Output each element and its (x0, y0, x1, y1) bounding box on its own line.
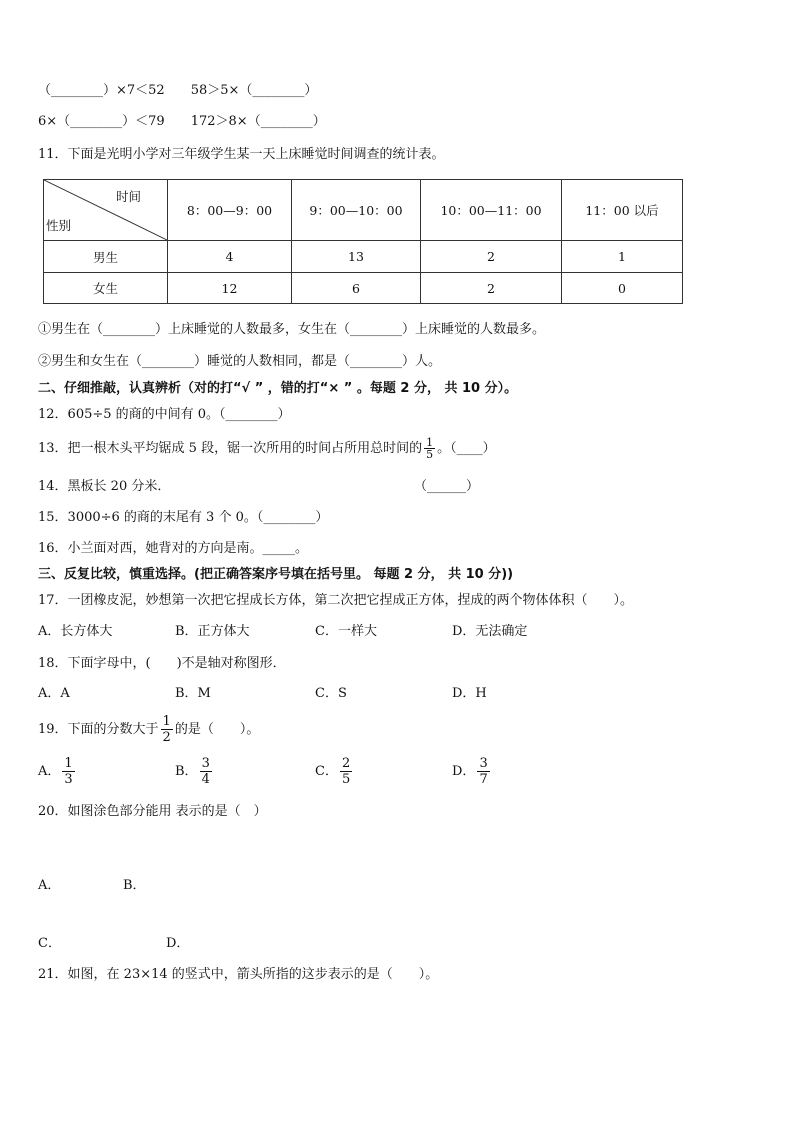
question-10-line-1 (38, 82, 317, 100)
option-label: C． (315, 764, 338, 779)
question-19 (38, 714, 259, 746)
table-cell: 0 (562, 273, 683, 304)
row-label: 女生 (44, 273, 168, 304)
fraction-one-half (161, 714, 173, 745)
q19-option-a (38, 755, 77, 789)
question-19-blank: 的是（ ）。 (174, 722, 260, 737)
option-label: D． (452, 764, 476, 779)
question-16: 16．小兰面对西，她背对的方向是南。_____。 (38, 541, 309, 556)
fraction-numerator: 1 (162, 714, 171, 729)
section-3-heading: 三、反复比较，慎重选择。(把正确答案序号填在括号里。 每题 2 分， 共 10 分)) (38, 567, 514, 582)
table-cell: 4 (168, 241, 292, 273)
bedtime-statistics-table (43, 179, 683, 304)
table-diagonal-header-cell (44, 180, 168, 241)
question-20: 20．如图涂色部分能用 表示的是（ ） (38, 804, 267, 819)
fraction-one-fifth (424, 437, 435, 460)
column-header: 9：00—10：00 (292, 180, 421, 241)
header-sex: 性别 (46, 218, 72, 233)
question-11: 11．下面是光明小学对三年级学生某一天上床睡觉时间调查的统计表。 (38, 147, 445, 162)
inequality-4: 172＞8×（________） (190, 114, 326, 129)
q18-option-d: D．H (452, 686, 487, 701)
fraction-denominator: 2 (162, 730, 171, 745)
fraction-numerator: 3 (201, 756, 210, 771)
fraction-denominator: 5 (341, 772, 351, 787)
question-14 (38, 478, 170, 496)
fraction-denominator: 7 (479, 772, 488, 787)
table-cell: 6 (292, 273, 421, 304)
question-10-line-2 (38, 113, 326, 131)
q19-option-c (315, 755, 354, 789)
question-15: 15．3000÷6 的商的末尾有 3 个 0。（________） (38, 510, 329, 525)
q17-option-b: B．正方体大 (175, 624, 250, 639)
table-cell: 12 (168, 273, 292, 304)
question-11-part-2: ②男生和女生在（________）睡觉的人数相同，都是（________）人。 (38, 354, 442, 369)
question-11-part-1: ①男生在（________）上床睡觉的人数最多，女生在（________）上床睡觉的人数最多。 (38, 322, 546, 337)
table-row (44, 241, 683, 273)
q17-option-c: C．一样大 (315, 624, 377, 639)
question-12: 12．605÷5 的商的中间有 0。（________） (38, 407, 291, 422)
question-14-text: 14．黑板长 20 分米． (38, 479, 171, 494)
column-header: 10：00—11：00 (421, 180, 562, 241)
fraction-numerator: 1 (64, 756, 73, 771)
q19-option-b (175, 755, 214, 789)
header-time: 时间 (115, 189, 141, 204)
question-18: 18．下面字母中，( )不是轴对称图形． (38, 656, 286, 671)
table-cell: 2 (421, 273, 562, 304)
q18-option-b: B．M (175, 686, 211, 701)
fraction (340, 756, 352, 787)
fraction-numerator: 1 (426, 436, 434, 449)
q17-option-d: D．无法确定 (452, 624, 528, 639)
question-17: 17．一团橡皮泥，妙想第一次把它捏成长方体，第二次把它捏成正方体，捏成的两个物体体积（ ）。 (38, 593, 634, 608)
q18-option-c: C．S (315, 686, 347, 701)
q20-option-b: B． (123, 878, 146, 893)
fraction-denominator: 3 (64, 772, 73, 787)
fraction (200, 756, 212, 787)
question-13-text: 13．把一根木头平均锯成 5 段，锯一次所用的时间占所用总时间的 (38, 441, 423, 456)
q20-option-c: C． (38, 936, 61, 951)
q19-option-d (452, 755, 492, 789)
table-cell: 13 (292, 241, 421, 273)
table-cell: 2 (421, 241, 562, 273)
inequality-1: （________）×7＜52 (38, 83, 165, 98)
fraction-numerator: 3 (479, 756, 488, 771)
fraction (477, 756, 489, 787)
question-14-blank: （______） (414, 479, 480, 494)
option-label: B． (175, 764, 198, 779)
question-13-blank: 。（____） (437, 441, 496, 456)
column-header: 11：00 以后 (562, 180, 683, 241)
fraction-denominator: 4 (201, 772, 210, 787)
inequality-2: 58＞5×（________） (190, 83, 318, 98)
question-19-text: 19．下面的分数大于 (38, 722, 159, 737)
fraction (62, 756, 74, 787)
table-row (44, 273, 683, 304)
q18-option-a: A．A (38, 686, 70, 701)
question-21: 21．如图，在 23×14 的竖式中，箭头所指的这步表示的是（ ）。 (38, 967, 439, 982)
row-label: 男生 (44, 241, 168, 273)
section-2-heading: 二、仔细推敲，认真辨析（对的打“√ ” ，错的打“× ” 。每题 2 分， 共 10 分）。 (38, 381, 518, 396)
table-cell: 1 (562, 241, 683, 273)
q20-option-a: A． (38, 878, 61, 893)
column-header: 8：00—9：00 (168, 180, 292, 241)
question-13 (38, 436, 496, 462)
fraction-numerator: 2 (341, 756, 351, 771)
fraction-denominator: 5 (426, 448, 434, 461)
option-label: A． (38, 764, 61, 779)
q20-option-d: D． (166, 936, 190, 951)
inequality-3: 6×（________）＜79 (38, 114, 165, 129)
q17-option-a: A．长方体大 (38, 624, 113, 639)
